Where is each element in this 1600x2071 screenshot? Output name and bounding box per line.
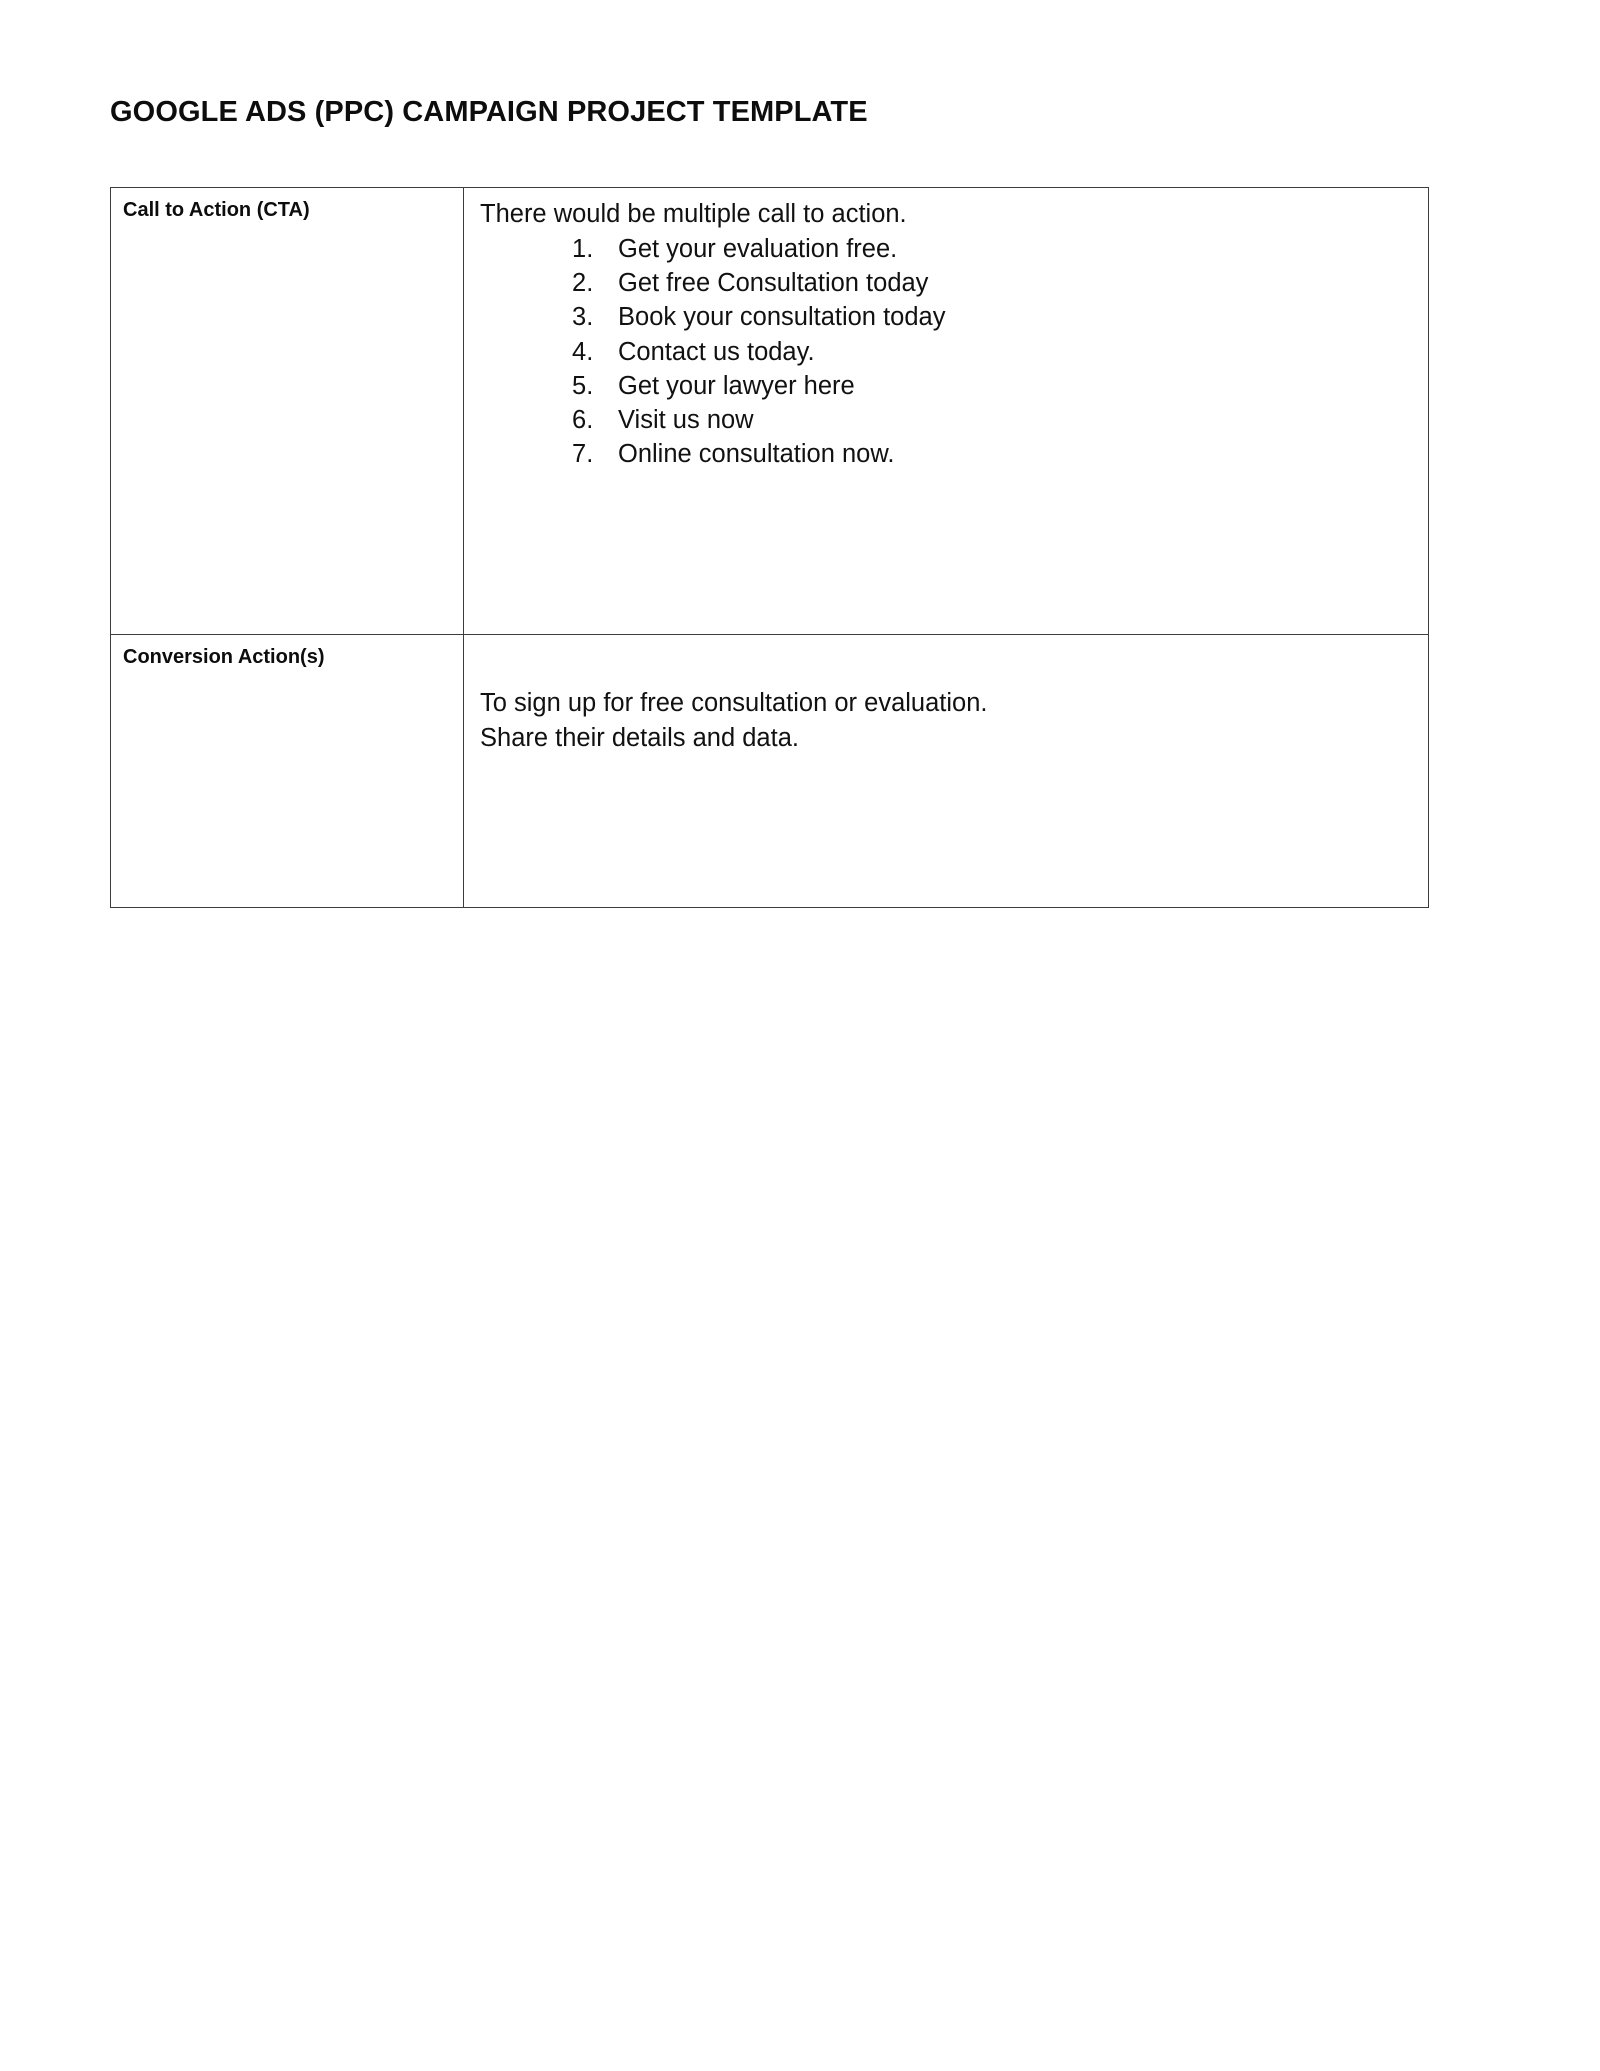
cta-label-cell	[111, 188, 464, 635]
campaign-template-table	[110, 187, 1429, 908]
list-item: Get free Consultation today	[618, 268, 929, 297]
list-item: Contact us today.	[618, 337, 815, 366]
conversion-label: Conversion Action(s)	[123, 646, 325, 668]
list-item: Online consultation now.	[618, 440, 895, 469]
page-title: GOOGLE ADS (PPC) CAMPAIGN PROJECT TEMPLATE	[110, 96, 868, 128]
conversion-text-spacer	[480, 644, 1414, 686]
conversion-content-cell	[464, 635, 1429, 908]
list-item: Get your evaluation free.	[618, 234, 898, 263]
cta-intro-text: There would be multiple call to action.	[480, 200, 907, 228]
cta-ordered-list	[480, 232, 1414, 472]
list-item: Get your lawyer here	[618, 371, 855, 400]
table-row-conversion-action	[111, 635, 1429, 908]
table-row-call-to-action	[111, 188, 1429, 635]
conversion-label-cell	[111, 635, 464, 908]
conversion-text-line-2: Share their details and data.	[480, 724, 799, 753]
cta-label: Call to Action (CTA)	[123, 199, 310, 221]
cta-content-cell	[464, 188, 1429, 635]
list-item: Visit us now	[618, 406, 754, 435]
list-item: Book your consultation today	[618, 303, 946, 332]
conversion-text-line-1: To sign up for free consultation or evaluation.	[480, 689, 988, 717]
